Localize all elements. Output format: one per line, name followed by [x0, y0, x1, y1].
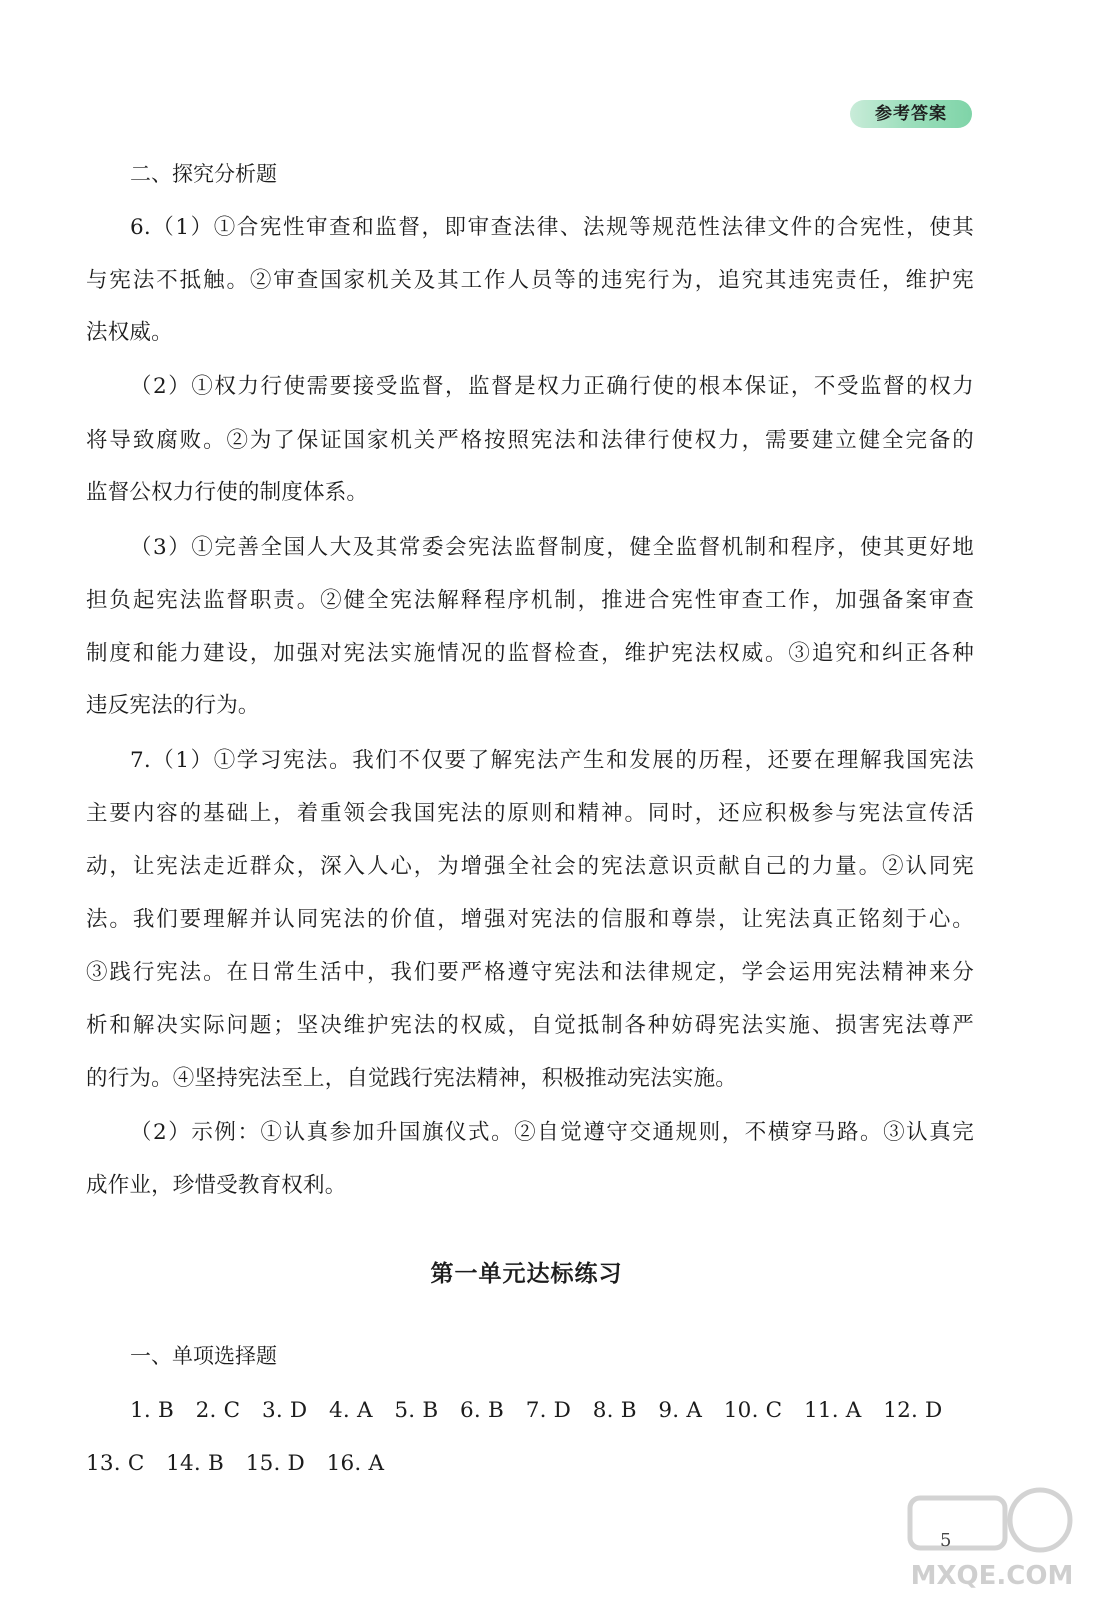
answer-line: 违反宪法的行为。: [86, 693, 260, 718]
answer-line: 的行为。④坚持宪法至上，自觉践行宪法精神，积极推动宪法实施。: [86, 1066, 738, 1091]
answer-line: 法权威。: [86, 320, 173, 345]
answer-line: 成作业，珍惜受教育权利。: [86, 1173, 347, 1198]
answer-line: 主要内容的基础上，着重领会我国宪法的原则和精神。同时，还应积极参与宪法宣传活: [86, 801, 974, 826]
answer-line: 析和解决实际问题；坚决维护宪法的权威，自觉抵制各种妨碍宪法实施、损害宪法尊严: [86, 1013, 974, 1038]
answer-line: 制度和能力建设，加强对宪法实施情况的监督检查，维护宪法权威。③追究和纠正各种: [86, 641, 974, 666]
answer-line: ③践行宪法。在日常生活中，我们要严格遵守宪法和法律规定，学会运用宪法精神来分: [86, 960, 974, 985]
answer-line: 担负起宪法监督职责。②健全宪法解释程序机制，推进合宪性审查工作，加强备案审查: [86, 588, 974, 613]
watermark-text: MXQE.COM: [910, 1561, 1074, 1590]
unit-title: 第一单元达标练习: [430, 1261, 623, 1287]
answer-line: 法。我们要理解并认同宪法的价值，增强对宪法的信服和尊崇，让宪法真正铭刻于心。: [86, 907, 974, 932]
answer-line: （2）示例：①认真参加升国旗仪式。②自觉遵守交通规则，不横穿马路。③认真完: [130, 1120, 974, 1145]
answer-line: 7.（1）①学习宪法。我们不仅要了解宪法产生和发展的历程，还要在理解我国宪法: [130, 748, 974, 773]
answer-line: 将导致腐败。②为了保证国家机关严格按照宪法和法律行使权力，需要建立健全完备的: [86, 428, 974, 453]
answer-line: （2）①权力行使需要接受监督，监督是权力正确行使的根本保证，不受监督的权力: [130, 374, 974, 399]
choice-answers-line: 1. B 2. C 3. D 4. A 5. B 6. B 7. D 8. B 9. A 10. C 11. A 12. D: [130, 1398, 943, 1423]
choice-answers-line: 13. C 14. B 15. D 16. A: [86, 1451, 385, 1476]
answer-line: （3）①完善全国人大及其常委会宪法监督制度，健全监督机制和程序，使其更好地: [130, 535, 974, 560]
answer-line: 监督公权力行使的制度体系。: [86, 480, 369, 505]
watermark-logo: [900, 1480, 1085, 1590]
answer-key-badge: 参考答案: [850, 100, 972, 128]
answer-line: 6.（1）①合宪性审查和监督，即审查法律、法规等规范性法律文件的合宪性，使其: [130, 215, 974, 240]
answer-line: 与宪法不抵触。②审查国家机关及其工作人员等的违宪行为，追究其违宪责任，维护宪: [86, 268, 974, 293]
section-heading-analysis: 二、探究分析题: [130, 162, 277, 186]
page-number: 5: [940, 1530, 952, 1551]
answer-line: 动，让宪法走近群众，深入人心，为增强全社会的宪法意识贡献自己的力量。②认同宪: [86, 854, 974, 879]
section-heading-choice: 一、单项选择题: [130, 1344, 277, 1368]
